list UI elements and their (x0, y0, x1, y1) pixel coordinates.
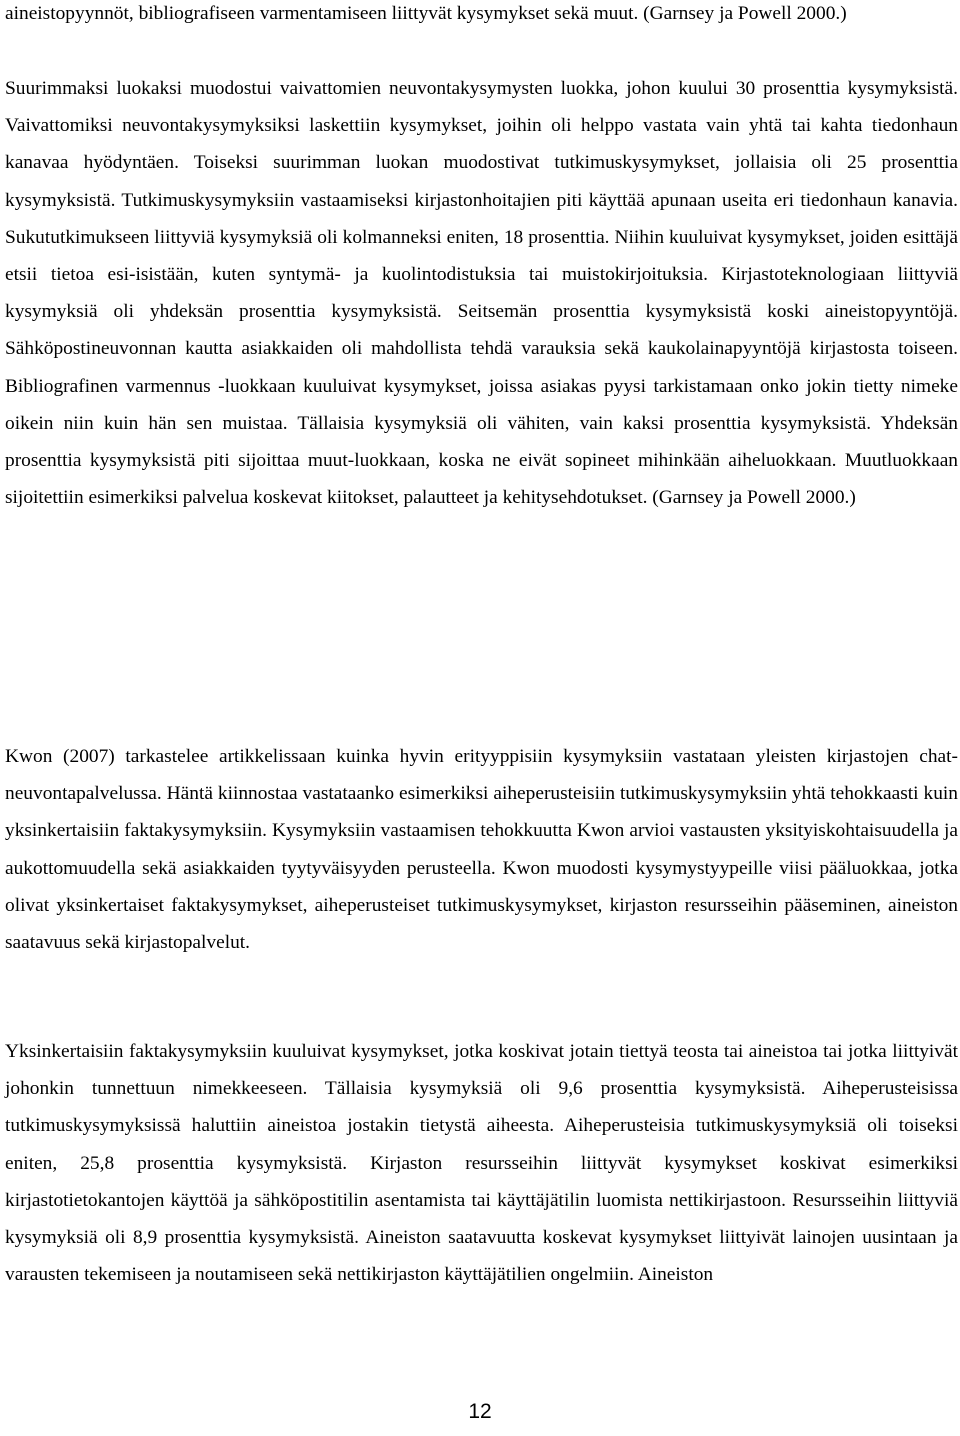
page-number: 12 (468, 1400, 492, 1423)
paragraph-3: Kwon (2007) tarkastelee artikkelissaan kuinka hyvin erityyppisiin kysymyksiin vastataan yleisten kirjastojen chat-neuvontapalvelussa. Häntä kiinnostaa vastataanko esimerkiksi aiheperusteisiin tutkimuskysymyksiin yhtä tehokkaasti kuin yksinkertaisiin faktakysymyksiin. Kysymyksiin vastaamisen tehokkuutta Kwon arvioi vastausten yksityiskohtaisuudella ja aukottomuudella sekä asiakkaiden tyytyväisyyden perusteella. Kwon muodosti kysymystyypeille viisi pääluokkaa, jotka olivat yksinkertaiset faktakysymykset, aiheperusteiset tutkimuskysymykset, kirjaston resursseihin pääseminen, aineiston saatavuus sekä kirjastopalvelut. (5, 746, 958, 954)
paragraph-4: Yksinkertaisiin faktakysymyksiin kuuluivat kysymykset, jotka koskivat jotain tiettyä teosta tai aineistoa tai jotka liittyivät johonkin tunnettuun nimekkeeseen. Tällaisia kysymyksiä oli 9,6 prosenttia kysymyksistä. Aiheperusteisissa tutkimuskysymyksissä haluttiin aineistoa jostakin tietystä aiheesta. Aiheperusteisia tutkimuskysymyksiä oli toiseksi eniten, 25,8 prosenttia kysymyksistä. Kirjaston resursseihin liittyvät kysymykset koskivat esimerkiksi kirjastotietokantojen käyttöä ja sähköpostitilin asentamista tai käyttäjätilin luomista nettikirjastoon. Resursseihin liittyviä kysymyksiä oli 8,9 prosenttia kysymyksistä. Aineiston saatavuutta koskevat kysymykset liittyivät lainojen uusintaan ja varausten tekemiseen ja noutamiseen sekä nettikirjaston käyttäjätilien ongelmiin. Aineiston (5, 1041, 958, 1286)
paragraph-2: Suurimmaksi luokaksi muodostui vaivattomien neuvontakysymysten luokka, johon kuului 30 prosenttia kysymyksistä. Vaivattomiksi neuvontakysymyksiksi laskettiin kysymykset, joihin oli helppo vastata vain yhtä tai kahta tiedonhaun kanavaa hyödyntäen. Toiseksi suurimman luokan muodostivat tutkimuskysymykset, jollaisia oli 25 prosenttia kysymyksistä. Tutkimuskysymyksiin vastaamiseksi kirjastonhoitajien piti käyttää apunaan useita eri tiedonhaun kanavia. Sukututkimukseen liittyviä kysymyksiä oli kolmanneksi eniten, 18 prosenttia. Niihin kuuluivat kysymykset, joiden esittäjä etsii tietoa esi-isistään, kuten syntymä- ja kuolintodistuksia tai muistokirjoituksia. Kirjastoteknologiaan liittyviä kysymyksiä oli yhdeksän prosenttia kysymyksistä. Seitsemän prosenttia kysymyksistä koski aineistopyyntöjä. Sähköpostineuvonnan kautta asiakkaiden oli mahdollista tehdä varauksia sekä kaukolainapyyntöjä kirjastosta toiseen. Bibliografinen varmennus -luokkaan kuuluivat kysymykset, joissa asiakas pyysi tarkistamaan onko jokin tietty nimeke oikein niin kuin hän sen muistaa. Tällaisia kysymyksiä oli vähiten, vain kaksi prosenttia kysymyksistä. Yhdeksän prosenttia kysymyksistä piti sijoittaa muut-luokkaan, koska ne eivät sopineet mihinkään aiheluokkaan. Muutluokkaan sijoitettiin esimerkiksi palvelua koskevat kiitokset, palautteet ja kehitysehdotukset. (Garnsey ja Powell 2000.) (5, 78, 958, 509)
paragraph-1: aineistopyynnöt, bibliografiseen varmentamiseen liittyvät kysymykset sekä muut. (Garnsey ja Powell 2000.) (5, 3, 847, 24)
